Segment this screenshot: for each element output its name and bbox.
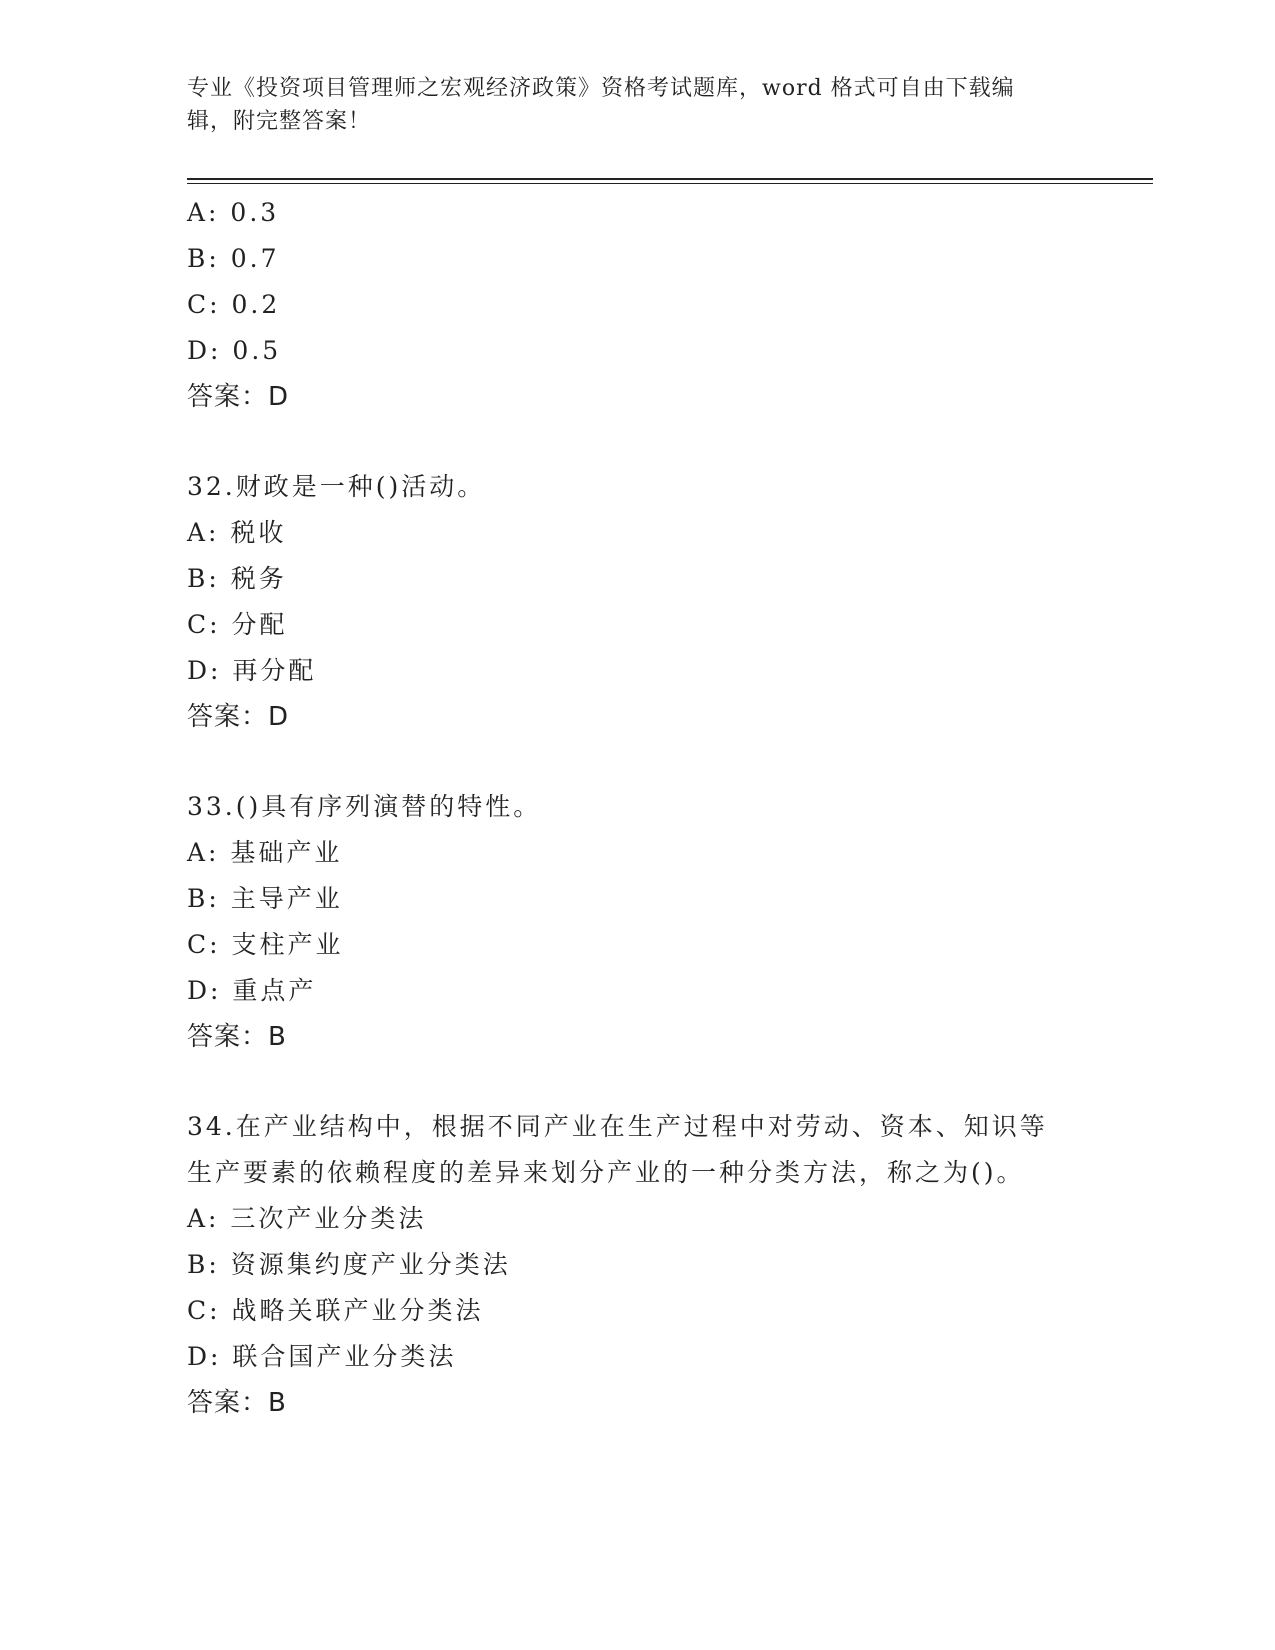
question-stem: 32.财政是一种()活动。: [187, 472, 486, 501]
option-a: A: 三次产业分类法: [187, 1204, 427, 1233]
option-d: D: 再分配: [187, 656, 317, 685]
header-line-2: 辑，附完整答案！: [187, 109, 372, 134]
option-b: B: 主导产业: [187, 884, 343, 913]
question-stem-line-1: 34.在产业结构中，根据不同产业在生产过程中对劳动、资本、知识等: [187, 1112, 1048, 1141]
option-a: A: 0.3: [187, 198, 280, 227]
option-a: A: 基础产业: [187, 838, 343, 867]
question-31: [187, 190, 1107, 420]
answer-line: 答案：D: [187, 702, 290, 732]
option-d: D: 0.5: [187, 336, 282, 365]
option-b: B: 资源集约度产业分类法: [187, 1250, 511, 1279]
document-header: [187, 72, 1067, 138]
option-b: B: 税务: [187, 564, 287, 593]
header-divider-thick: [187, 178, 1153, 180]
option-c: C: 战略关联产业分类法: [187, 1296, 484, 1325]
question-34: [187, 1104, 1107, 1426]
answer-line: 答案：B: [187, 1022, 287, 1052]
answer-line: 答案：D: [187, 382, 290, 412]
option-c: C: 分配: [187, 610, 288, 639]
option-d: D: 联合国产业分类法: [187, 1342, 457, 1371]
option-c: C: 0.2: [187, 290, 281, 319]
option-d: D: 重点产: [187, 976, 317, 1005]
question-33: [187, 784, 1107, 1060]
option-a: A: 税收: [187, 518, 287, 547]
question-stem: 33.()具有序列演替的特性。: [187, 792, 542, 821]
header-line-1: 专业《投资项目管理师之宏观经济政策》资格考试题库，word 格式可自由下载编: [187, 76, 1015, 101]
question-32: [187, 464, 1107, 740]
question-list: [187, 190, 1107, 1426]
question-stem-line-2: 生产要素的依赖程度的差异来划分产业的一种分类方法，称之为()。: [187, 1158, 1025, 1187]
header-divider-thin: [187, 183, 1153, 184]
option-b: B: 0.7: [187, 244, 280, 273]
option-c: C: 支柱产业: [187, 930, 344, 959]
answer-line: 答案：B: [187, 1388, 287, 1418]
